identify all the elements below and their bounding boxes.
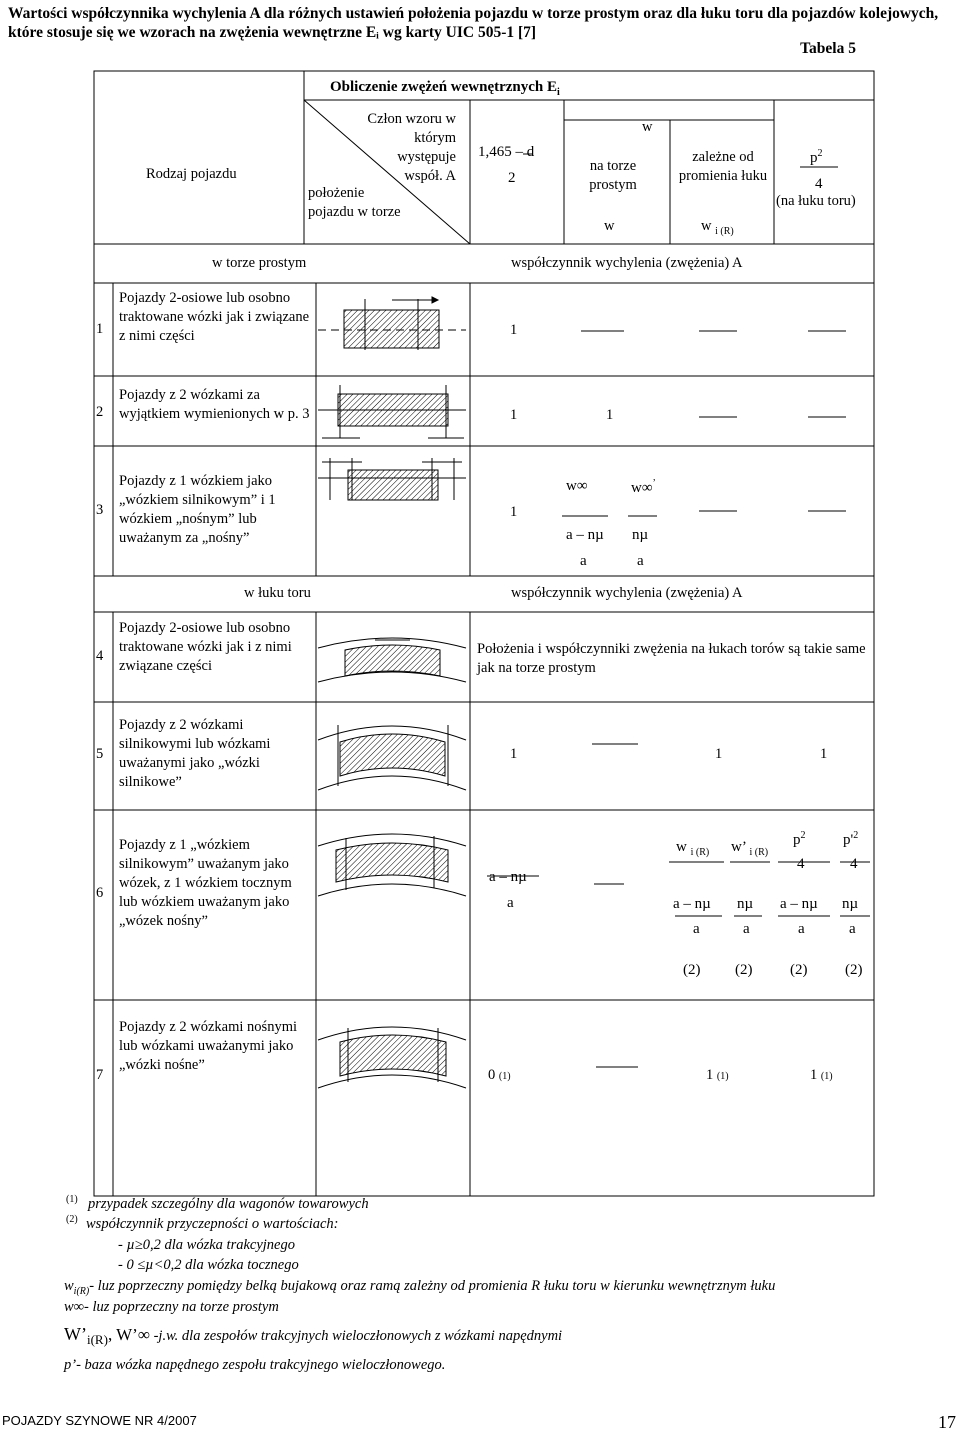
row-1-c1: 1	[510, 322, 518, 338]
section-curve-coef: współczynnik wychylenia (zwężenia) A	[511, 585, 743, 601]
row-6-d1: a	[693, 921, 700, 937]
row-2-number: 2	[96, 404, 104, 420]
row-3-num1: a – nµ	[566, 527, 604, 543]
row-1-number: 1	[96, 321, 104, 337]
row-6-f1-num: a – nµ	[489, 869, 527, 885]
header-p2-den: 4	[815, 176, 823, 192]
header-na-torze: na torze prostym	[589, 158, 637, 193]
row-6-h1: w $_{i (R)}$	[676, 839, 710, 858]
row-7-c3: 1 (1)	[706, 1067, 729, 1083]
row-6-d3: a	[798, 921, 805, 937]
row-6-m1: (2)	[683, 962, 701, 978]
footnote-2-mark: (2)	[66, 1214, 78, 1225]
header-p2: $p^2$	[810, 148, 823, 166]
diagram-row7	[318, 1027, 466, 1088]
header-na-luku: (na łuku toru)	[776, 193, 856, 209]
row-3-c1: 1	[510, 504, 518, 520]
row-6-h2: w’ $_{i (R)}$	[731, 839, 769, 858]
row-7-c1: 0 (1)	[488, 1067, 511, 1083]
row-5-c4: 1	[820, 746, 828, 762]
footnote-2: współczynnik przyczepności o wartościach:	[86, 1216, 339, 1232]
diagram-row2	[318, 385, 466, 438]
section-straight-label: w torze prostym	[212, 255, 307, 271]
row-6-number: 6	[96, 885, 104, 901]
row-1-desc: Pojazdy 2-osiowe lub osobno traktowane wózki jak i związane z nimi części	[119, 290, 310, 344]
row-6-f1-den: a	[507, 895, 514, 911]
footnote-2a: - µ≥0,2 dla wózka trakcyjnego	[118, 1237, 295, 1253]
row-2-c1: 1	[510, 407, 518, 423]
vehicle-diagrams	[318, 297, 466, 1088]
row-5-number: 5	[96, 746, 104, 762]
row-3-number: 3	[96, 502, 104, 518]
row-7-number: 7	[96, 1067, 104, 1083]
row-3-den2: a	[637, 553, 644, 569]
header-obliczenie: Obliczenie zwężeń wewnętrznych $E_i$	[330, 79, 560, 98]
diagram-row1	[318, 297, 466, 350]
header-polozenie: położenie pojazdu w torze	[308, 185, 401, 220]
journal-footer: POJAZDY SZYNOWE NR 4/2007	[2, 1413, 197, 1428]
header-f1-den: 2	[508, 170, 516, 186]
header-czlon: Człon wzoru w którym występuje współ. A	[367, 111, 456, 184]
section-straight-coef: współczynnik wychylenia (zwężenia) A	[511, 255, 743, 271]
diagram-row6	[318, 834, 466, 896]
header-w-bottom: w	[604, 218, 615, 234]
row-4-note: Położenia i współczynniki zwężenia na łukach torów są takie same jak na torze prostym	[477, 641, 866, 676]
row-5-c3: 1	[715, 746, 723, 762]
section-curve-label: w łuku toru	[244, 585, 311, 601]
row-6-d2: a	[743, 921, 750, 937]
row-3-desc: Pojazdy z 1 wózkiem jako „wózkiem silnikowym” i 1 wózkiem „nośnym” lub uważanym za „nośny”	[119, 473, 276, 546]
row-3-den1: a	[580, 553, 587, 569]
row-3-w-inf: w∞	[566, 478, 588, 494]
row-6-n4: nµ	[842, 896, 859, 912]
diagram-row4	[318, 638, 466, 682]
header-w-ir: w $_{i (R)}$	[701, 218, 734, 237]
row-4-desc: Pojazdy 2-osiowe lub osobno traktowane wózki jak i z nimi związane części	[119, 620, 292, 674]
row-5-c1: 1	[510, 746, 518, 762]
row-6-h3-den: 4	[797, 856, 805, 872]
diagram-row3	[318, 458, 466, 500]
row-6-m3: (2)	[790, 962, 808, 978]
footnote-w-prim: $W’_{i(R)}$, W’∞ -j.w. dla zespołów trakcyjnych wieloczłonowych z wózkami napędnymi	[64, 1324, 563, 1347]
row-2-c2: 1	[606, 407, 614, 423]
table-number: Tabela 5	[800, 40, 856, 57]
page-number: 17	[938, 1412, 956, 1432]
row-6-m4: (2)	[845, 962, 863, 978]
page-title: Wartości współczynnika wychylenia A dla różnych ustawień położenia pojazdu w torze prostym oraz dla łuku toru dla pojazdów kolejowych, które stosuje się we wzorach na zwężenia wewnętrzne Eᵢ wg karty UIC 505-1 [7]	[8, 5, 939, 41]
row-6-n2: nµ	[737, 896, 754, 912]
footnote-1-mark: (1)	[66, 1194, 78, 1205]
footnote-w-inf: w∞- luz poprzeczny na torze prostym	[64, 1299, 279, 1315]
footnote-1: przypadek szczególny dla wagonów towarowych	[88, 1196, 369, 1212]
row-6-n3: a – nµ	[780, 896, 818, 912]
diagram-row5	[318, 725, 466, 790]
row-5-desc: Pojazdy z 2 wózkami silnikowymi lub wózkami uważanymi jako „wózki silnikowe”	[119, 717, 271, 790]
row-6-n1: a – nµ	[673, 896, 711, 912]
header-zalezne: zależne od promienia łuku	[678, 149, 768, 184]
row-4-number: 4	[96, 648, 104, 664]
header-rodzaj: Rodzaj pojazdu	[146, 166, 237, 182]
footnote-w-ir: $w_{i(R)}-$ luz poprzeczny pomiędzy belką bujakową oraz ramą zależny od promienia R łuku toru w kierunku wewnętrznym łuku	[64, 1278, 776, 1297]
row-6-desc: Pojazdy z 1 „wózkiem silnikowym” uważanym jako wózek, z 1 wózkiem tocznym lub wózkiem uważanym jako „wózek nośny”	[119, 837, 292, 929]
row-6-h4: $p'^2$	[843, 830, 859, 848]
row-6-h4-den: 4	[850, 856, 858, 872]
row-2-desc: Pojazdy z 2 wózkami za wyjątkiem wymienionych w p. 3	[119, 387, 310, 422]
header-f1-num: 1,465 – d	[478, 144, 535, 160]
row-6-m2: (2)	[735, 962, 753, 978]
footnote-p-prim: p’- baza wózka napędnego zespołu trakcyjnego wieloczłonowego.	[64, 1357, 446, 1373]
row-3-w-inf-prime: w∞’	[631, 478, 656, 496]
row-3-num2: nµ	[632, 527, 649, 543]
row-6-d4: a	[849, 921, 856, 937]
header-w-top: w	[642, 119, 653, 135]
footnote-2b: - 0 ≤µ<0,2 dla wózka tocznego	[118, 1257, 299, 1273]
row-6-h3: $p^2$	[793, 830, 806, 848]
row-7-desc: Pojazdy z 2 wózkami nośnymi lub wózkami uważanymi jako „wózki nośne”	[119, 1019, 298, 1073]
row-7-c4: 1 (1)	[810, 1067, 833, 1083]
